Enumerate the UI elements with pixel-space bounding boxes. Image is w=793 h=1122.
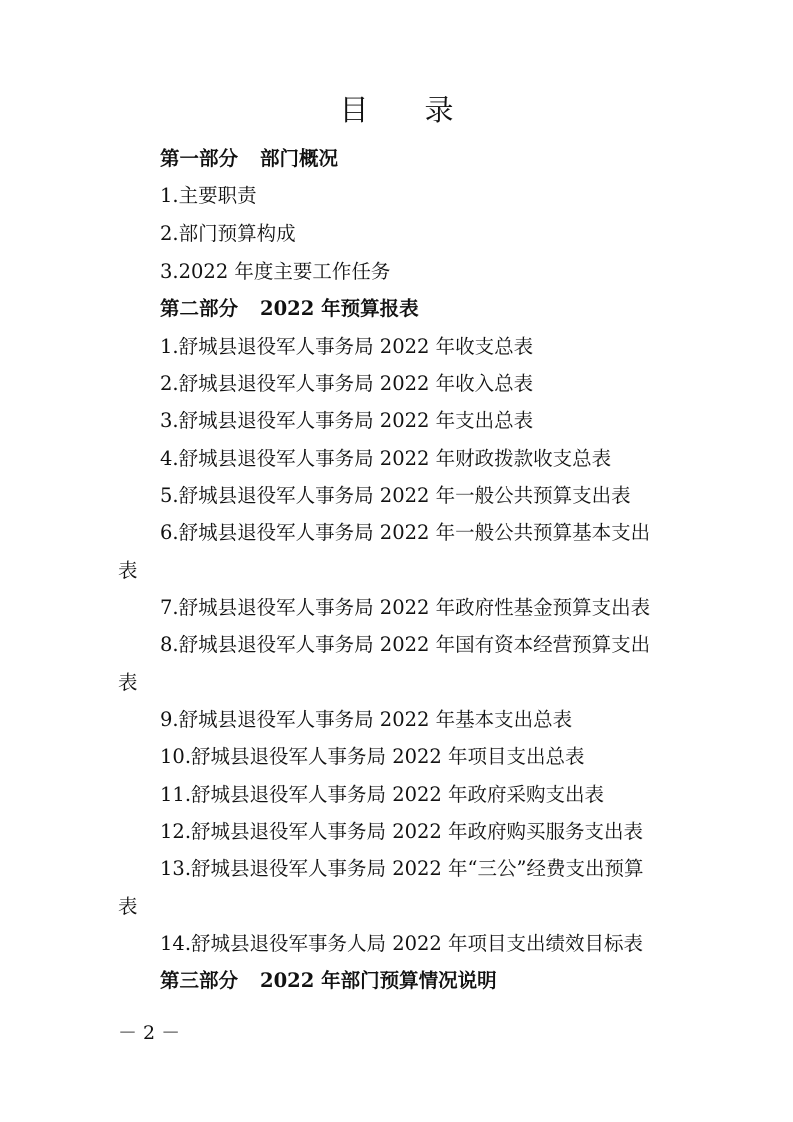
section-name: 2022 年预算报表 (260, 297, 419, 320)
toc-item: 3.舒城县退役军人事务局 2022 年支出总表 (160, 409, 534, 432)
toc-item: 14.舒城县退役军事务人局 2022 年项目支出绩效目标表 (160, 932, 644, 955)
toc-section-3 (160, 968, 497, 994)
title-char-2: 录 (424, 93, 454, 127)
section-name: 2022 年部门预算情况说明 (260, 969, 497, 992)
toc-section-1 (160, 146, 338, 172)
title-char-1: 目 (339, 93, 369, 127)
section-label: 第二部分 (160, 297, 239, 320)
toc-item: 9.舒城县退役军人事务局 2022 年基本支出总表 (160, 708, 573, 731)
toc-item: 7.舒城县退役军人事务局 2022 年政府性基金预算支出表 (160, 596, 651, 619)
toc-item-continuation: 表 (118, 559, 138, 582)
section-name: 部门概况 (260, 147, 339, 170)
toc-item: 2.部门预算构成 (160, 222, 296, 245)
toc-item: 13.舒城县退役军人事务局 2022 年“三公”经费支出预算 (160, 857, 644, 880)
toc-item-continuation: 表 (118, 895, 138, 918)
toc-item: 1.舒城县退役军人事务局 2022 年收支总表 (160, 335, 534, 358)
toc-item: 6.舒城县退役军人事务局 2022 年一般公共预算基本支出 (160, 521, 651, 544)
toc-item: 4.舒城县退役军人事务局 2022 年财政拨款收支总表 (160, 447, 612, 470)
toc-item: 10.舒城县退役军人事务局 2022 年项目支出总表 (160, 745, 585, 768)
toc-item: 12.舒城县退役军人事务局 2022 年政府购买服务支出表 (160, 820, 644, 843)
toc-item: 11.舒城县退役军人事务局 2022 年政府采购支出表 (160, 783, 605, 806)
section-label: 第一部分 (160, 147, 239, 170)
toc-item: 2.舒城县退役军人事务局 2022 年收入总表 (160, 372, 534, 395)
toc-item: 8.舒城县退役军人事务局 2022 年国有资本经营预算支出 (160, 633, 651, 656)
toc-item: 5.舒城县退役军人事务局 2022 年一般公共预算支出表 (160, 484, 631, 507)
toc-section-2 (160, 296, 419, 322)
section-label: 第三部分 (160, 969, 239, 992)
toc-item: 3.2022 年度主要工作任务 (160, 260, 391, 283)
toc-item-continuation: 表 (118, 671, 138, 694)
toc-item: 1.主要职责 (160, 184, 257, 207)
page-number: － 2 － (118, 1022, 181, 1044)
page-title (0, 88, 793, 129)
